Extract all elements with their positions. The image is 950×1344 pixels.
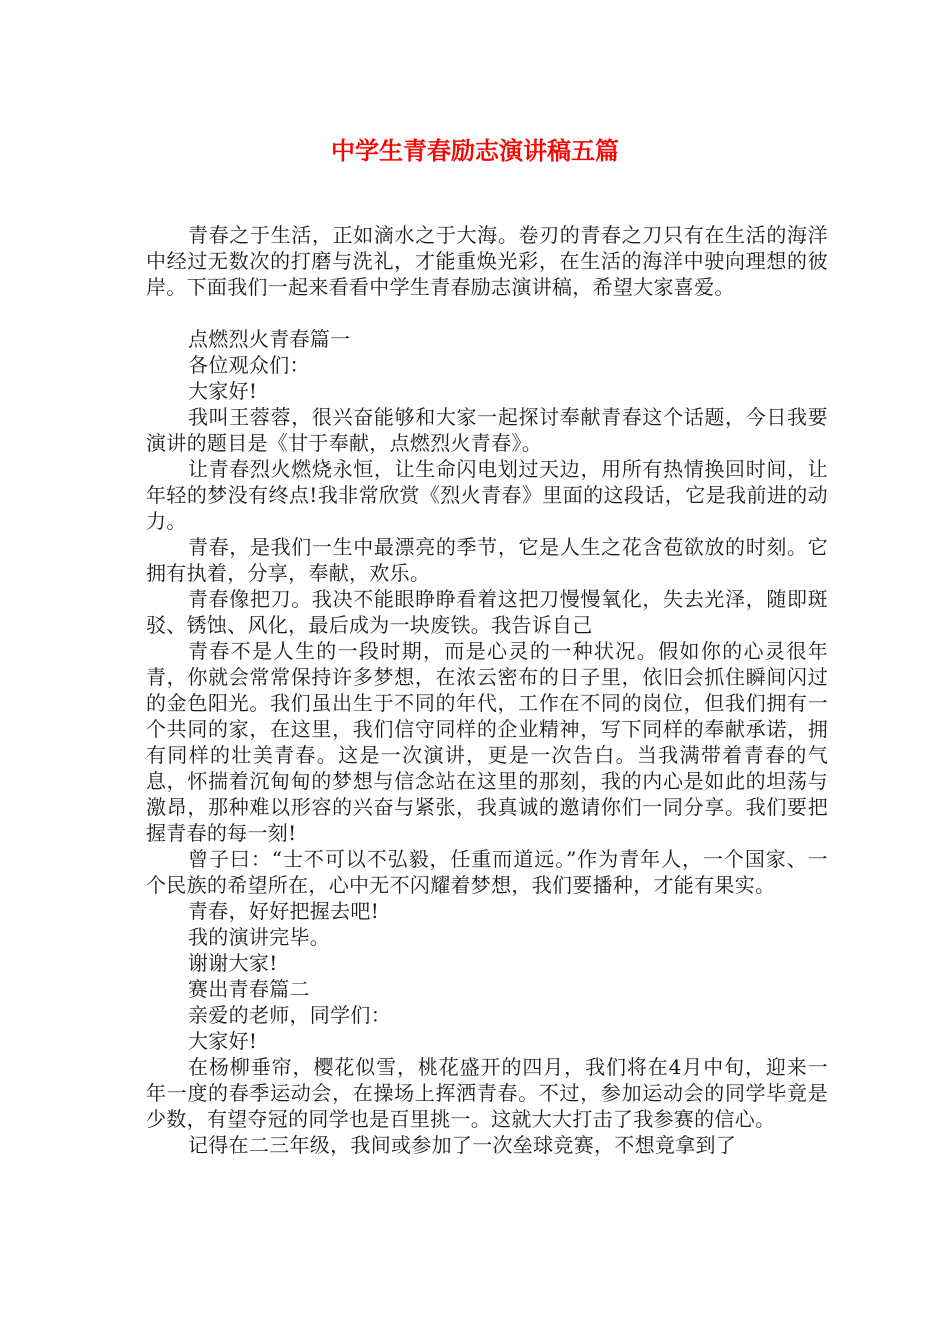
body-paragraph: 在杨柳垂帘，樱花似雪，桃花盛开的四月，我们将在4月中旬，迎来一年一度的春季运动会，在操场上挥洒青春。不过，参加运动会的同学毕竟是少数，有望夺冠的同学也是百里挑一。这就大大打击了我参赛的信心。 bbox=[146, 1055, 828, 1131]
document-body bbox=[146, 222, 828, 1158]
document-title: 中学生青春励志演讲稿五篇 bbox=[331, 137, 619, 165]
body-paragraph: 青春，是我们一生中最漂亮的季节，它是人生之花含苞欲放的时刻。它拥有执着，分享，奉献，欢乐。 bbox=[146, 535, 828, 585]
body-paragraph: 让青春烈火燃烧永恒，让生命闪电划过天边，用所有热情换回时间，让年轻的梦没有终点!我非常欣赏《烈火青春》里面的这段话，它是我前进的动力。 bbox=[146, 457, 828, 533]
greeting: 大家好! bbox=[188, 379, 258, 403]
body-paragraph: 青春像把刀。我决不能眼睁睁看着这把刀慢慢氧化，失去光泽，随即斑驳、锈蚀、风化，最后成为一块废铁。我告诉自己 bbox=[146, 587, 828, 637]
body-paragraph: 青春，好好把握去吧! bbox=[188, 899, 380, 923]
body-paragraph: 记得在二三年级，我间或参加了一次垒球竞赛，不想竟拿到了 bbox=[188, 1133, 737, 1157]
body-paragraph: 青春不是人生的一段时期，而是心灵的一种状况。假如你的心灵很年青，你就会常常保持许多梦想，在浓云密布的日子里，依旧会抓住瞬间闪过的金色阳光。我们虽出生于不同的年代，工作在不同的岗位，但我们拥有一个共同的家，在这里，我们信守同样的企业精神，写下同样的奉献承诺，拥有同样的壮美青春。这是一次演讲，更是一次告白。当我满带着青春的气息，怀揣着沉甸甸的梦想与信念站在这里的那刻，我的内心是如此的坦荡与激昂，那种难以形容的兴奋与紧张，我真诚的邀请你们一同分享。我们要把握青春的每一刻! bbox=[146, 639, 828, 845]
closing-line: 我的演讲完毕。 bbox=[188, 925, 331, 949]
body-paragraph: 曾子曰：“士不可以不弘毅，任重而道远。”作为青年人，一个国家、一个民族的希望所在，心中无不闪耀着梦想，我们要播种，才能有果实。 bbox=[146, 847, 828, 897]
closing-thanks: 谢谢大家! bbox=[188, 951, 278, 975]
greeting: 大家好! bbox=[188, 1029, 258, 1053]
section-heading-1: 点燃烈火青春篇一 bbox=[188, 327, 351, 351]
section-heading-2: 赛出青春篇二 bbox=[188, 977, 310, 1001]
salutation: 亲爱的老师，同学们： bbox=[188, 1003, 391, 1027]
salutation: 各位观众们： bbox=[188, 353, 310, 377]
body-paragraph: 我叫王蓉蓉，很兴奋能够和大家一起探讨奉献青春这个话题，今日我要演讲的题目是《甘于奉献，点燃烈火青春》。 bbox=[146, 405, 828, 455]
intro-paragraph: 青春之于生活，正如滴水之于大海。卷刃的青春之刀只有在生活的海洋中经过无数次的打磨与洗礼，才能重焕光彩，在生活的海洋中驶向理想的彼岸。下面我们一起来看看中学生青春励志演讲稿，希望大家喜爱。 bbox=[146, 223, 828, 299]
